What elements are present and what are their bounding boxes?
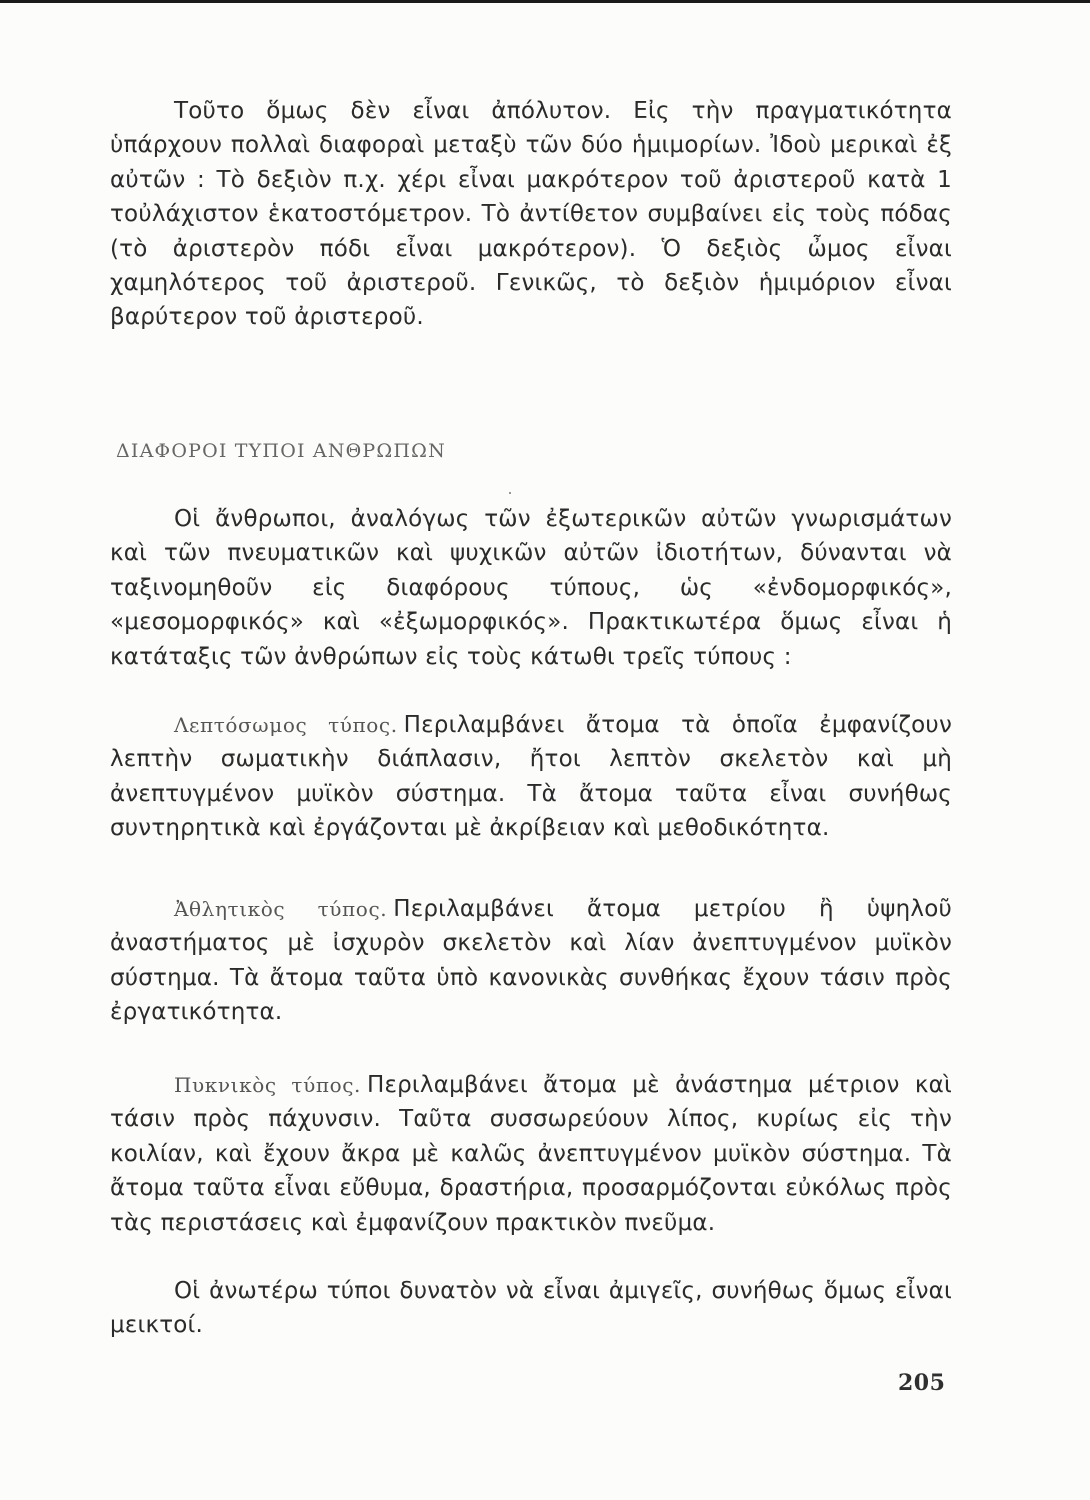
section-intro-block xyxy=(110,502,952,674)
closing-paragraph: Οἱ ἀνωτέρω τύποι δυνατὸν νὰ εἶναι ἀμιγεῖς, συνήθως ὅμως εἶναι μεικτοί. xyxy=(110,1278,952,1339)
type-name: Λεπτόσωμος τύπος. xyxy=(174,713,398,737)
type-block-athletic xyxy=(110,892,952,1030)
section-intro-paragraph: Οἱ ἄνθρωποι, ἀναλόγως τῶν ἐξωτερικῶν αὐτῶν γνωρισμάτων καὶ τῶν πνευματικῶν καὶ ψυχικῶν αὐτῶν ἰδιοτήτων, δύνανται νὰ ταξινομηθοῦν εἰς διαφόρους τύπους, ὡς «ἐνδομορφικός», «μεσομορφικός» καὶ «ἐξωμορφικός». Πρακτικωτέρα ὅμως εἶναι ἡ κατάταξις τῶν ἀνθρώπων εἰς τοὺς κάτωθι τρεῖς τύπους : xyxy=(110,506,952,670)
type-description: Περιλαμβάνει ἄτομα μὲ ἀνάστημα μέτριον καὶ τάσιν πρὸς πάχυνσιν. Ταῦτα συσσωρεύουν λίπος, κυρίως εἰς τὴν κοιλίαν, καὶ ἔχουν ἄκρα μὲ καλῶς ἀνεπτυγμένον μυϊκὸν σύστημα. Τὰ ἄτομα ταῦτα εἶναι εὔθυμα, δραστήρια, προσαρμόζονται εὐκόλως πρὸς τὰς περιστάσεις καὶ ἐμφανίζουν πρακτικὸν πνεῦμα. xyxy=(110,1072,952,1236)
type-description: Περιλαμβάνει ἄτομα τὰ ὁποῖα ἐμφανίζουν λεπτὴν σωματικὴν διάπλασιν, ἤτοι λεπτὸν σκελετὸν καὶ μὴ ἀνεπτυγμένον μυϊκὸν σύστημα. Τὰ ἄτομα ταῦτα εἶναι συνήθως συντηρητικὰ καὶ ἐργάζονται μὲ ἀκρίβειαν καὶ μεθοδικότητα. xyxy=(110,712,952,842)
type-name: Πυκνικὸς τύπος. xyxy=(174,1073,361,1097)
print-speck xyxy=(509,492,511,494)
type-block-pyknic xyxy=(110,1068,952,1240)
type-name: Ἀθλητικὸς τύπος. xyxy=(174,897,388,921)
type-paragraph xyxy=(110,1068,952,1240)
intro-paragraph-block xyxy=(110,94,952,335)
closing-paragraph-block xyxy=(110,1274,952,1343)
type-block-leptosomos xyxy=(110,708,952,846)
type-paragraph xyxy=(110,892,952,1030)
type-paragraph xyxy=(110,708,952,846)
top-edge-line xyxy=(0,0,1090,3)
page-number: 205 xyxy=(898,1370,946,1396)
type-description: Περιλαμβάνει ἄτομα μετρίου ἢ ὑψηλοῦ ἀναστήματος μὲ ἰσχυρὸν σκελετὸν καὶ λίαν ἀνεπτυγμένον μυϊκὸν σύστημα. Τὰ ἄτομα ταῦτα ὑπὸ κανονικὰς συνθήκας ἔχουν τάσιν πρὸς ἐργατικότητα. xyxy=(110,896,952,1026)
intro-paragraph: Τοῦτο ὅμως δὲν εἶναι ἀπόλυτον. Εἰς τὴν πραγματικότητα ὑπάρχουν πολλαὶ διαφοραὶ μεταξὺ τῶν δύο ἡμιμορίων. Ἰδοὺ μερικαὶ ἐξ αὐτῶν : Τὸ δεξιὸν π.χ. χέρι εἶναι μακρότερον τοῦ ἀριστεροῦ κατὰ 1 τοὐλάχιστον ἑκατοστόμετρον. Τὸ ἀντίθετον συμβαίνει εἰς τοὺς πόδας (τὸ ἀριστερὸν πόδι εἶναι μακρότερον). Ὁ δεξιὸς ὦμος εἶναι χαμηλότερος τοῦ ἀριστεροῦ. Γενικῶς, τὸ δεξιὸν ἡμιμόριον εἶναι βαρύτερον τοῦ ἀριστεροῦ. xyxy=(110,98,952,331)
section-heading: ΔΙΑΦΟΡΟΙ ΤΥΠΟΙ ΑΝΘΡΩΠΩΝ xyxy=(116,440,446,462)
